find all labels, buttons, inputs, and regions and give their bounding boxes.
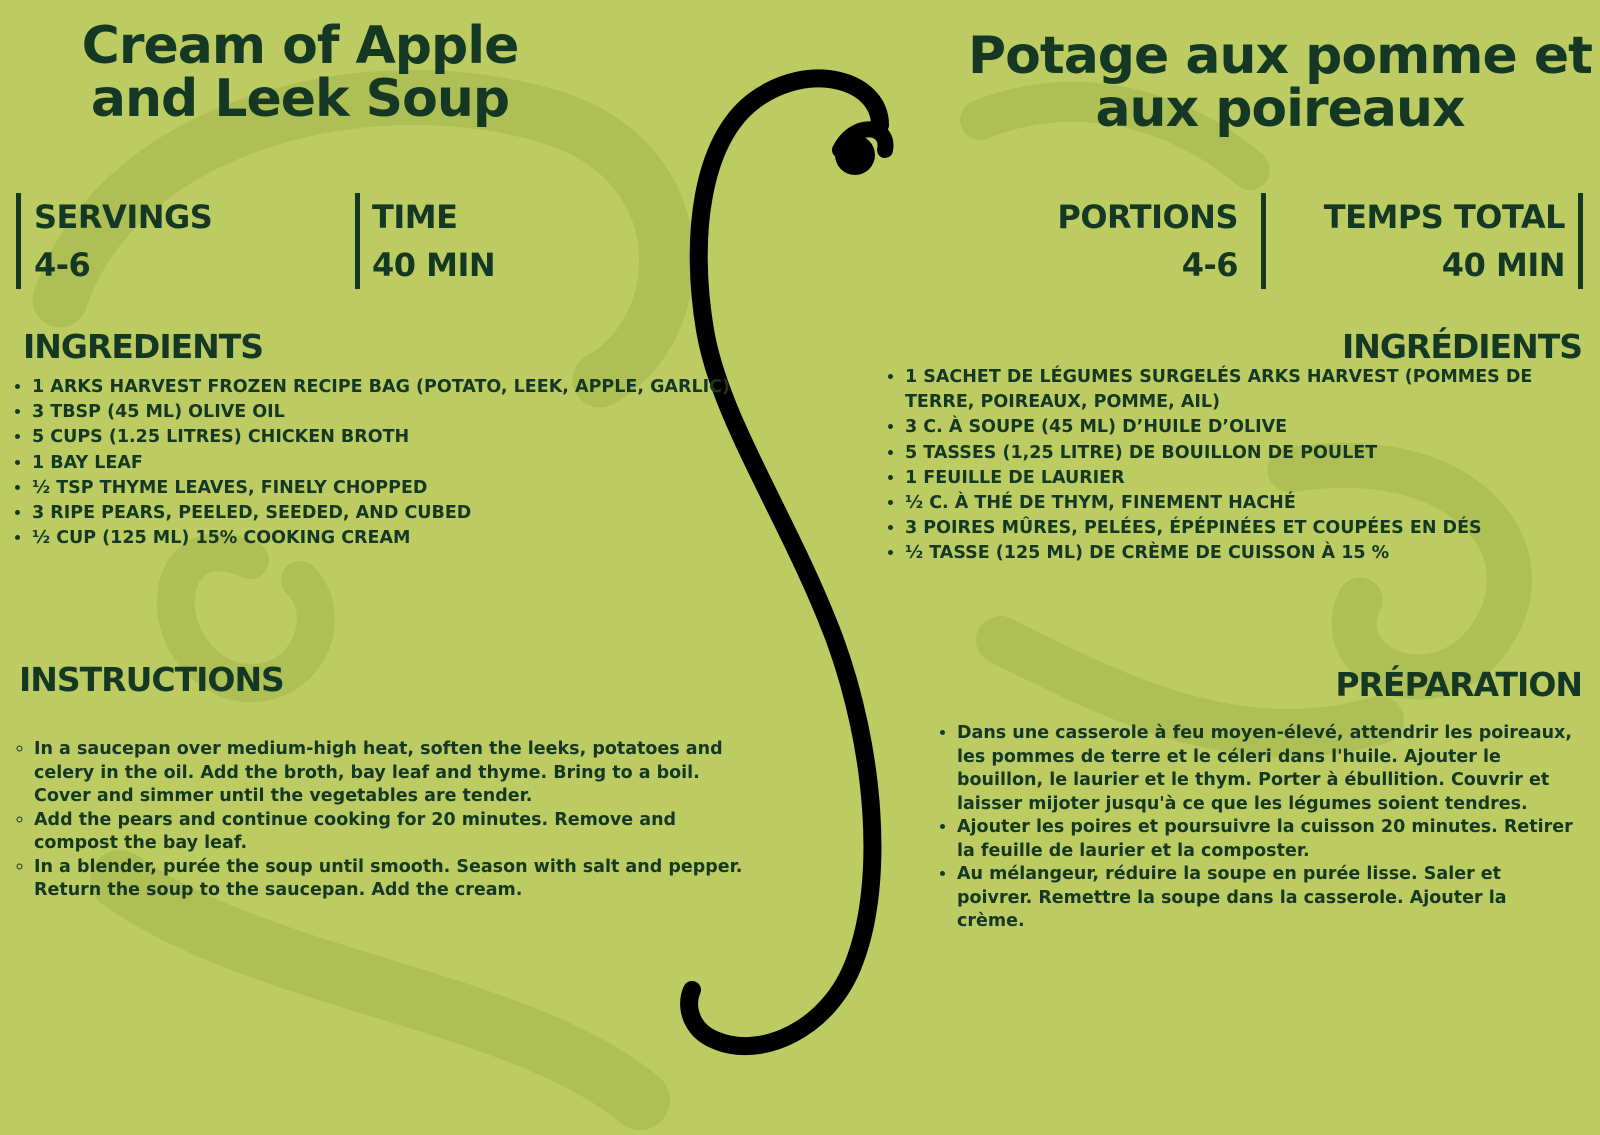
instructions-list <box>34 738 754 903</box>
preparation-step: • Au mélangeur, réduire la soupe en purée lisse. Saler et poivrer. Remettre la soupe dans la casserole. Ajouter la crème. <box>957 863 1577 934</box>
preparation-step: • Dans une casserole à feu moyen-élevé, attendrir les poireaux, les pommes de terre et le céleri dans l'huile. Ajouter le bouillon, le laurier et le thym. Porter à ébullition. Couvrir et laisser mijoter jusqu'à ce que les légumes soient tendres. <box>957 722 1577 816</box>
ingredient-item: • ½ C. À THÉ DE THYM, FINEMENT HACHÉ <box>905 491 1595 516</box>
ingredient-item: • 3 TBSP (45 ML) OLIVE OIL <box>32 400 732 425</box>
ingredient-item: • 1 BAY LEAF <box>32 451 732 476</box>
recipe-title-french: Potage aux pomme et aux poireaux <box>968 26 1592 139</box>
instructions-heading: INSTRUCTIONS <box>19 660 284 699</box>
background-swirl-right-3 <box>1000 640 1380 733</box>
portions-label: PORTIONS <box>1057 198 1238 236</box>
ingredient-item: • 3 C. À SOUPE (45 ML) D’HUILE D’OLIVE <box>905 415 1595 440</box>
total-time-value: 40 MIN <box>1441 246 1565 284</box>
time-label: TIME <box>372 198 458 236</box>
portions-value: 4-6 <box>1181 246 1238 284</box>
ingredient-item: • 3 RIPE PEARS, PEELED, SEEDED, AND CUBED <box>32 501 732 526</box>
recipe-title-english: Cream of Apple and Leek Soup <box>81 16 519 129</box>
ingredient-item: • 1 SACHET DE LÉGUMES SURGELÉS ARKS HARVEST (POMMES DE TERRE, POIREAUX, POMME, AIL) <box>905 365 1595 415</box>
ingredients-heading-french: INGRÉDIENTS <box>1341 327 1582 366</box>
portions-divider <box>1261 193 1266 289</box>
servings-value: 4-6 <box>34 246 91 284</box>
ingredient-item: • 5 CUPS (1.25 LITRES) CHICKEN BROTH <box>32 425 732 450</box>
instruction-step: ◦ Add the pears and continue cooking for 20 minutes. Remove and compost the bay leaf. <box>34 809 754 856</box>
ingredient-item: • 1 FEUILLE DE LAURIER <box>905 466 1595 491</box>
total-time-label: TEMPS TOTAL <box>1323 198 1565 236</box>
ingredient-item: • ½ TASSE (125 ML) DE CRÈME DE CUISSON À 15 % <box>905 541 1595 566</box>
instruction-step: ◦ In a blender, purée the soup until smooth. Season with salt and pepper. Return the soup to the saucepan. Add the cream. <box>34 856 754 903</box>
preparation-list <box>957 722 1577 934</box>
ingredients-heading: INGREDIENTS <box>23 327 264 366</box>
servings-block <box>16 193 212 289</box>
ingredients-list-french <box>905 365 1595 567</box>
background-swirl-bottom <box>120 880 640 1100</box>
total-time-divider <box>1578 193 1583 289</box>
time-block <box>355 193 495 289</box>
total-time-block <box>1285 193 1565 289</box>
ingredient-item: • 1 ARKS HARVEST FROZEN RECIPE BAG (POTATO, LEEK, APPLE, GARLIC) <box>32 375 732 400</box>
ingredient-item: • ½ TSP THYME LEAVES, FINELY CHOPPED <box>32 476 732 501</box>
preparation-heading: PRÉPARATION <box>1335 665 1582 704</box>
ingredient-item: • ½ CUP (125 ML) 15% COOKING CREAM <box>32 526 732 551</box>
servings-divider <box>16 193 21 289</box>
portions-block <box>1035 193 1238 289</box>
ingredients-list <box>32 375 732 551</box>
time-value: 40 MIN <box>372 246 496 284</box>
servings-label: SERVINGS <box>34 198 213 236</box>
ingredient-item: • 5 TASSES (1,25 LITRE) DE BOUILLON DE POULET <box>905 441 1595 466</box>
time-divider <box>355 193 360 289</box>
ingredient-item: • 3 POIRES MÛRES, PELÉES, ÉPÉPINÉES ET COUPÉES EN DÉS <box>905 516 1595 541</box>
preparation-step: • Ajouter les poires et poursuivre la cuisson 20 minutes. Retirer la feuille de laurier et la composter. <box>957 816 1577 863</box>
instruction-step: ◦ In a saucepan over medium-high heat, soften the leeks, potatoes and celery in the oil. Add the broth, bay leaf and thyme. Bring to a boil. Cover and simmer until the vegetables are tender. <box>34 738 754 809</box>
